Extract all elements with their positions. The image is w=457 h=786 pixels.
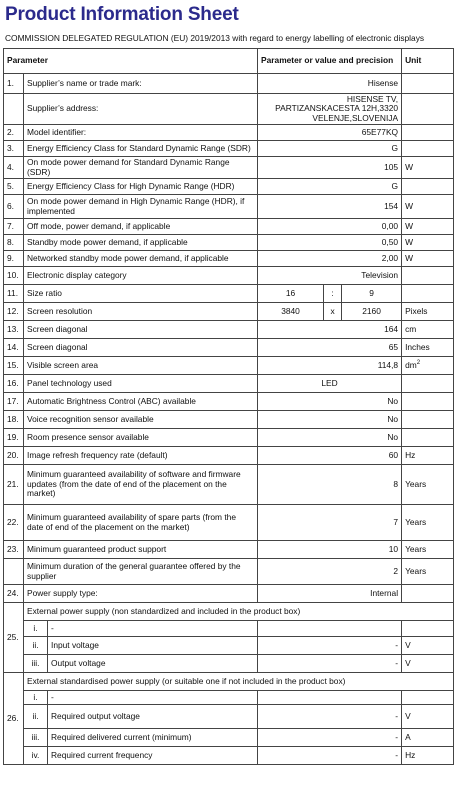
sub-row-number: ii. [24, 637, 48, 655]
row-value: 0,00 [258, 219, 402, 235]
table-row [4, 603, 454, 621]
row-label: Minimum duration of the general guarantee offered by the supplier [24, 559, 258, 585]
row-value: 2 [258, 559, 402, 585]
header-value: Parameter or value and precision [258, 49, 402, 74]
table-row [4, 411, 454, 429]
row-label: Screen diagonal [24, 321, 258, 339]
row-value: 164 [258, 321, 402, 339]
table-row [4, 729, 454, 747]
resolution-separator: x [324, 303, 342, 321]
sub-row-number: ii. [24, 705, 48, 729]
row-label: On mode power demand for Standard Dynamic Range (SDR) [24, 157, 258, 179]
table-row [4, 235, 454, 251]
row-label: Networked standby mode power demand, if applicable [24, 251, 258, 267]
sub-row-value: - [258, 705, 402, 729]
table-row [4, 219, 454, 235]
row-number: 8. [4, 235, 24, 251]
row-number: 20. [4, 447, 24, 465]
sub-row-label: Required output voltage [48, 705, 258, 729]
page-title: Product Information Sheet [5, 4, 239, 25]
row-unit: Years [402, 465, 454, 505]
table-header-row [4, 49, 454, 74]
row-unit [402, 411, 454, 429]
row-number [4, 94, 24, 125]
table-row [4, 195, 454, 219]
row-number: 19. [4, 429, 24, 447]
row-value: 10 [258, 541, 402, 559]
sub-row-value: - [258, 637, 402, 655]
row-number: 17. [4, 393, 24, 411]
table-row [4, 447, 454, 465]
product-info-table [3, 48, 454, 765]
row-number: 24. [4, 585, 24, 603]
sub-row-unit: A [402, 729, 454, 747]
sub-row-label: Required delivered current (minimum) [48, 729, 258, 747]
group-label: External power supply (non standardized and included in the product box) [24, 603, 454, 621]
table-row [4, 393, 454, 411]
table-row [4, 655, 454, 673]
table-row [4, 621, 454, 637]
row-number: 10. [4, 267, 24, 285]
row-label: Energy Efficiency Class for Standard Dynamic Range (SDR) [24, 141, 258, 157]
row-number: 16. [4, 375, 24, 393]
row-label: Panel technology used [24, 375, 258, 393]
row-unit: Pixels [402, 303, 454, 321]
table-row [4, 303, 454, 321]
row-label: Visible screen area [24, 357, 258, 375]
row-value: 105 [258, 157, 402, 179]
row-number [4, 559, 24, 585]
sub-row-number: i. [24, 621, 48, 637]
unit-superscript: 2 [416, 360, 421, 367]
row-label: Electronic display category [24, 267, 258, 285]
table-row [4, 125, 454, 141]
row-label: Room presence sensor available [24, 429, 258, 447]
row-label: Power supply type: [24, 585, 258, 603]
table-row [4, 357, 454, 375]
row-unit: W [402, 195, 454, 219]
row-number: 26. [4, 673, 24, 765]
table-row [4, 285, 454, 303]
row-value: 60 [258, 447, 402, 465]
group-label: External standardised power supply (or suitable one if not included in the product box) [24, 673, 454, 691]
sub-row-unit: V [402, 655, 454, 673]
row-number: 12. [4, 303, 24, 321]
row-unit: W [402, 157, 454, 179]
row-unit [402, 393, 454, 411]
row-number: 18. [4, 411, 24, 429]
row-unit: W [402, 251, 454, 267]
row-number: 15. [4, 357, 24, 375]
row-label: Supplier’s name or trade mark: [24, 74, 258, 94]
sub-row-unit: Hz [402, 747, 454, 765]
row-value: 7 [258, 505, 402, 541]
table-row [4, 747, 454, 765]
header-unit: Unit [402, 49, 454, 74]
row-unit: W [402, 235, 454, 251]
row-label: Energy Efficiency Class for High Dynamic Range (HDR) [24, 179, 258, 195]
sub-row-label: Input voltage [48, 637, 258, 655]
row-number: 13. [4, 321, 24, 339]
row-unit [402, 285, 454, 303]
row-value: No [258, 411, 402, 429]
row-unit [402, 74, 454, 94]
row-label: Minimum guaranteed availability of software and firmware updates (from the date of end of the placement on the market) [24, 465, 258, 505]
row-label: Supplier’s address: [24, 94, 258, 125]
row-value: G [258, 179, 402, 195]
row-unit: Inches [402, 339, 454, 357]
sub-row-unit [402, 691, 454, 705]
row-number: 2. [4, 125, 24, 141]
sub-row-value: - [258, 747, 402, 765]
row-value: No [258, 393, 402, 411]
table-row [4, 585, 454, 603]
row-number: 14. [4, 339, 24, 357]
table-row [4, 141, 454, 157]
table-row [4, 74, 454, 94]
row-unit [402, 125, 454, 141]
row-label: Minimum guaranteed availability of spare parts (from the date of end of the placement on the market) [24, 505, 258, 541]
row-label: Screen diagonal [24, 339, 258, 357]
sub-row-unit: V [402, 637, 454, 655]
table-row [4, 637, 454, 655]
row-value: 8 [258, 465, 402, 505]
row-number: 4. [4, 157, 24, 179]
table-row [4, 559, 454, 585]
sub-row-label: - [48, 621, 258, 637]
table-row [4, 251, 454, 267]
row-number: 1. [4, 74, 24, 94]
row-label: Off mode, power demand, if applicable [24, 219, 258, 235]
row-unit: W [402, 219, 454, 235]
row-label: Image refresh frequency rate (default) [24, 447, 258, 465]
table-row [4, 673, 454, 691]
row-value: Television [258, 267, 402, 285]
row-value: G [258, 141, 402, 157]
header-parameter: Parameter [4, 49, 258, 74]
row-label: Automatic Brightness Control (ABC) available [24, 393, 258, 411]
regulation-subtitle: COMMISSION DELEGATED REGULATION (EU) 2019/2013 with regard to energy labelling of electronic displays [5, 33, 425, 43]
row-value: Hisense [258, 74, 402, 94]
row-unit [402, 94, 454, 125]
unit-text: dm [405, 360, 417, 371]
sub-row-number: iii. [24, 655, 48, 673]
size-ratio-separator: : [324, 285, 342, 303]
row-unit [402, 141, 454, 157]
table-row [4, 429, 454, 447]
sub-row-number: iii. [24, 729, 48, 747]
row-unit [402, 375, 454, 393]
sub-row-value: - [258, 729, 402, 747]
row-unit [402, 267, 454, 285]
row-unit [402, 179, 454, 195]
row-number: 6. [4, 195, 24, 219]
row-number: 25. [4, 603, 24, 673]
table-row [4, 321, 454, 339]
row-label: Size ratio [24, 285, 258, 303]
row-value: LED [258, 375, 402, 393]
row-value: 0,50 [258, 235, 402, 251]
row-number: 7. [4, 219, 24, 235]
table-row [4, 705, 454, 729]
table-row [4, 691, 454, 705]
row-number: 3. [4, 141, 24, 157]
row-label: Minimum guaranteed product support [24, 541, 258, 559]
row-value: 65E77KQ [258, 125, 402, 141]
row-label: Screen resolution [24, 303, 258, 321]
row-label: Model identifier: [24, 125, 258, 141]
row-unit [402, 357, 454, 375]
sub-row-unit [402, 621, 454, 637]
resolution-height: 2160 [342, 303, 402, 321]
table-row [4, 375, 454, 393]
table-row [4, 267, 454, 285]
row-unit: Years [402, 541, 454, 559]
row-value: 154 [258, 195, 402, 219]
row-unit [402, 429, 454, 447]
row-number: 11. [4, 285, 24, 303]
row-number: 5. [4, 179, 24, 195]
row-unit: cm [402, 321, 454, 339]
sub-row-label: Output voltage [48, 655, 258, 673]
row-value: HISENSE TV, PARTIZANSKACESTA 12H,3320 VELENJE,SLOVENIJA [258, 94, 402, 125]
sub-row-label: Required current frequency [48, 747, 258, 765]
size-ratio-width: 16 [258, 285, 324, 303]
row-value: Internal [258, 585, 402, 603]
sub-row-value: - [258, 655, 402, 673]
row-label: On mode power demand in High Dynamic Range (HDR), if implemented [24, 195, 258, 219]
row-value: 2,00 [258, 251, 402, 267]
row-number: 9. [4, 251, 24, 267]
row-value: 65 [258, 339, 402, 357]
row-label: Standby mode power demand, if applicable [24, 235, 258, 251]
row-number: 22. [4, 505, 24, 541]
row-unit [402, 585, 454, 603]
sub-row-unit: V [402, 705, 454, 729]
sub-row-value [258, 621, 402, 637]
row-value: No [258, 429, 402, 447]
row-number: 23. [4, 541, 24, 559]
row-unit: Hz [402, 447, 454, 465]
size-ratio-height: 9 [342, 285, 402, 303]
table-row [4, 465, 454, 505]
table-row [4, 179, 454, 195]
sub-row-number: i. [24, 691, 48, 705]
resolution-width: 3840 [258, 303, 324, 321]
table-row [4, 157, 454, 179]
row-label: Voice recognition sensor available [24, 411, 258, 429]
row-number: 21. [4, 465, 24, 505]
sub-row-value [258, 691, 402, 705]
sub-row-number: iv. [24, 747, 48, 765]
row-unit: Years [402, 505, 454, 541]
sub-row-label: - [48, 691, 258, 705]
table-row [4, 339, 454, 357]
row-value: 114,8 [258, 357, 402, 375]
table-row [4, 541, 454, 559]
table-row [4, 505, 454, 541]
table-row [4, 94, 454, 125]
row-unit: Years [402, 559, 454, 585]
